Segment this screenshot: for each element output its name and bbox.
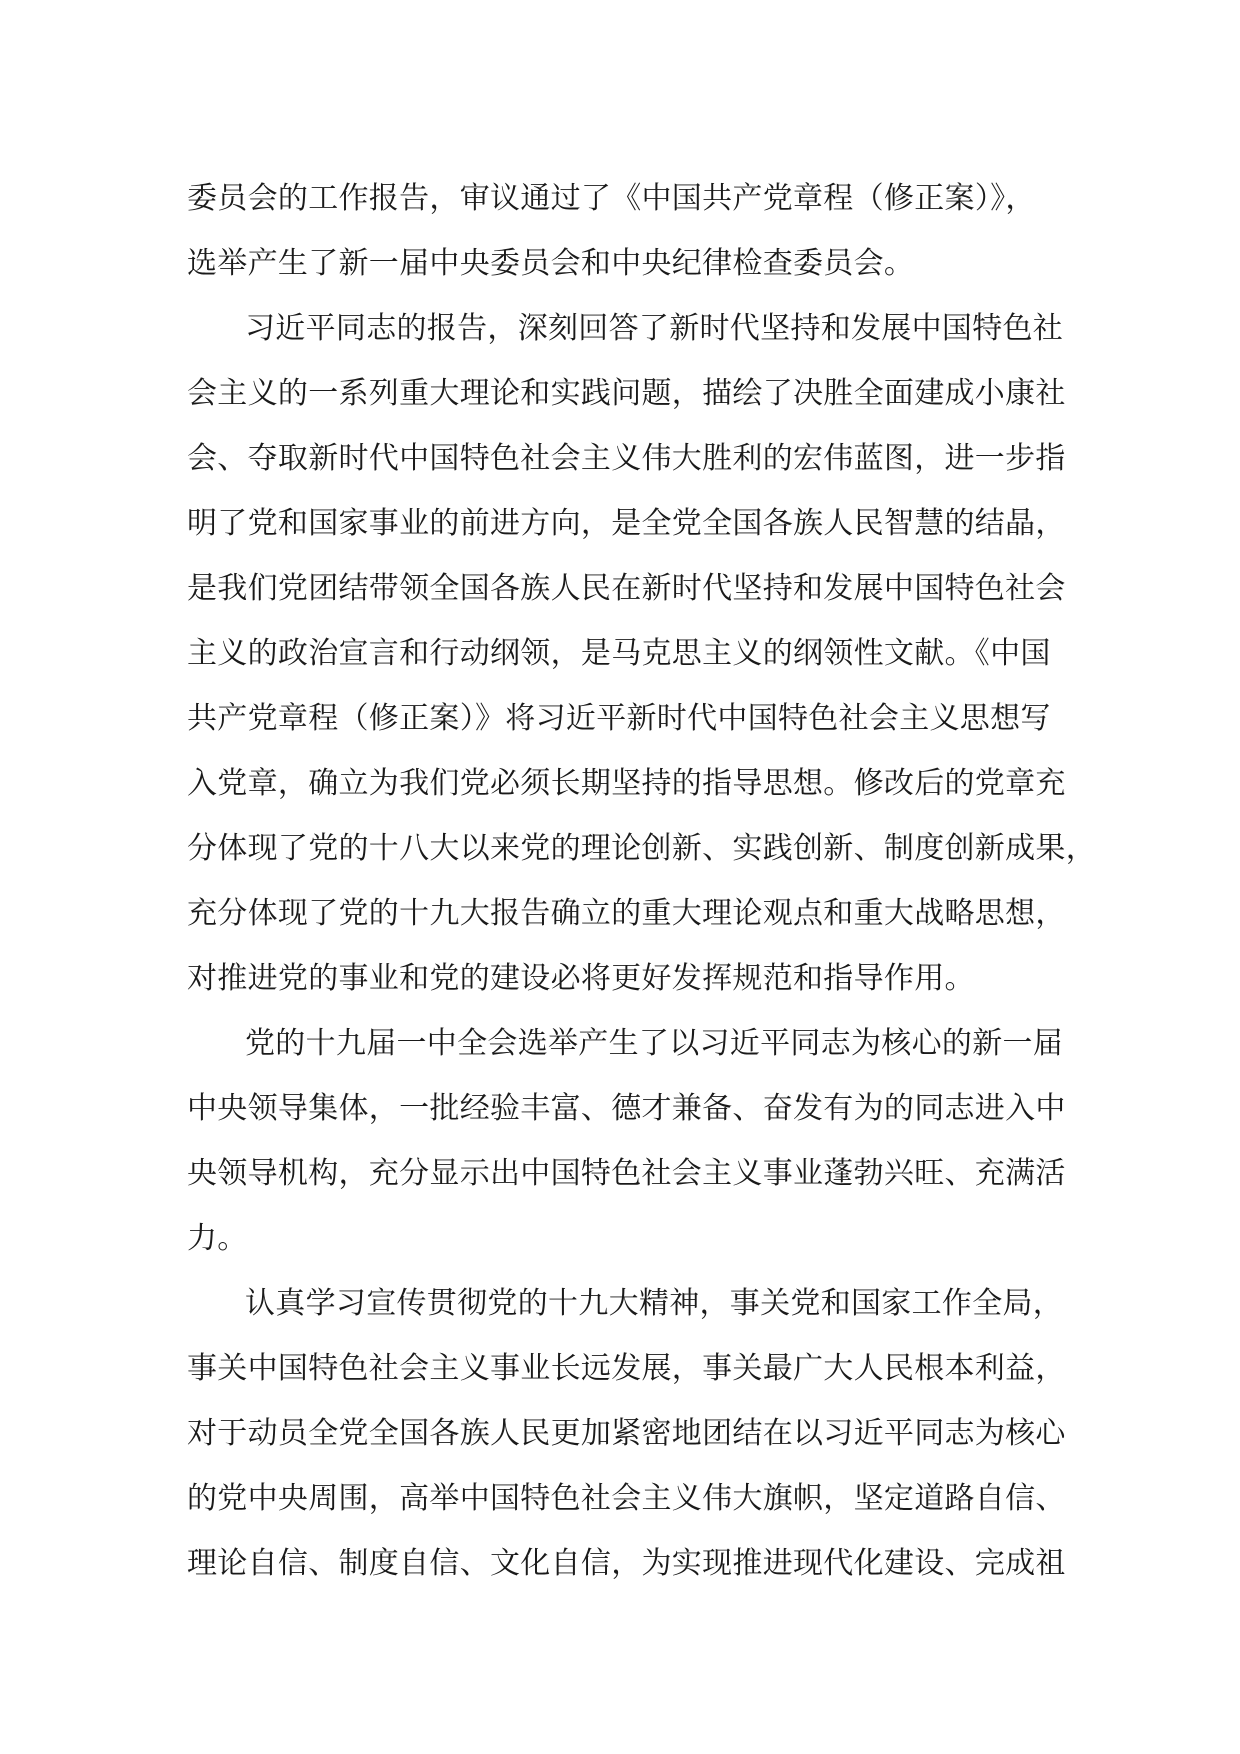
paragraph-start-line: 党的十九届一中全会选举产生了以习近平同志为核心的新一届 — [245, 1026, 1064, 1061]
paragraph-start-line: 认真学习宣传贯彻党的十九大精神，事关党和国家工作全局， — [245, 1286, 1064, 1321]
text-line: 选举产生了新一届中央委员会和中央纪律检查委员会。 — [187, 246, 915, 281]
text-line: 理论自信、制度自信、文化自信，为实现推进现代化建设、完成祖 — [187, 1546, 1066, 1581]
text-line: 是我们党团结带领全国各族人民在新时代坚持和发展中国特色社会 — [187, 571, 1066, 606]
text-line: 入党章，确立为我们党必须长期坚持的指导思想。修改后的党章充 — [187, 766, 1066, 801]
text-line: 央领导机构，充分显示出中国特色社会主义事业蓬勃兴旺、充满活 — [187, 1156, 1066, 1191]
text-line: 力。 — [187, 1221, 248, 1256]
text-line: 充分体现了党的十九大报告确立的重大理论观点和重大战略思想， — [187, 896, 1066, 931]
body-text — [187, 166, 1096, 1596]
text-line: 中央领导集体，一批经验丰富、德才兼备、奋发有为的同志进入中 — [187, 1091, 1066, 1126]
text-line: 会主义的一系列重大理论和实践问题，描绘了决胜全面建成小康社 — [187, 376, 1066, 411]
text-line: 委员会的工作报告，审议通过了《中国共产党章程（修正案）》， — [187, 181, 1036, 216]
text-line: 对于动员全党全国各族人民更加紧密地团结在以习近平同志为核心 — [187, 1416, 1066, 1451]
text-line: 的党中央周围，高举中国特色社会主义伟大旗帜，坚定道路自信、 — [187, 1481, 1066, 1516]
text-line: 对推进党的事业和党的建设必将更好发挥规范和指导作用。 — [187, 961, 975, 996]
paragraph-start-line: 习近平同志的报告，深刻回答了新时代坚持和发展中国特色社 — [245, 311, 1064, 346]
text-line: 共产党章程（修正案）》将习近平新时代中国特色社会主义思想写 — [187, 701, 1051, 736]
text-line: 事关中国特色社会主义事业长远发展，事关最广大人民根本利益， — [187, 1351, 1066, 1386]
text-line: 会、夺取新时代中国特色社会主义伟大胜利的宏伟蓝图，进一步指 — [187, 441, 1066, 476]
text-line: 明了党和国家事业的前进方向，是全党全国各族人民智慧的结晶， — [187, 506, 1066, 541]
text-line: 分体现了党的十八大以来党的理论创新、实践创新、制度创新成果， — [187, 831, 1096, 866]
text-line: 主义的政治宣言和行动纲领，是马克思主义的纲领性文献。《中国 — [187, 636, 1051, 671]
